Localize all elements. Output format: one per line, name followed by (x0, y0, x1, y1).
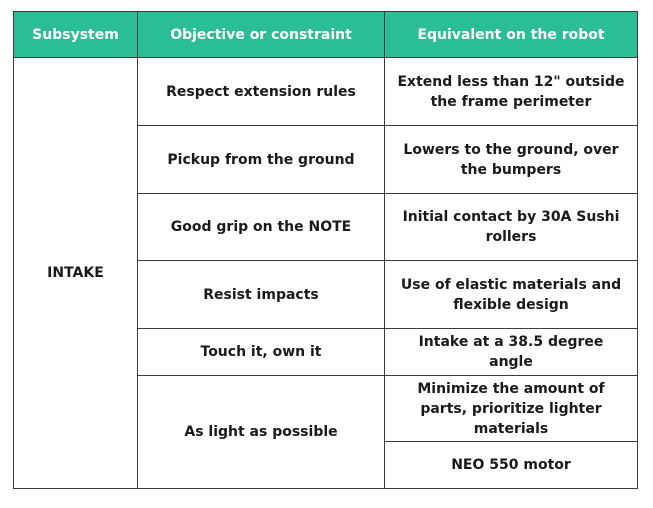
equivalent-cell: Intake at a 38.5 degree angle (385, 329, 638, 376)
equivalent-cell: Extend less than 12" outside the frame perimeter (385, 58, 638, 126)
objective-cell: Good grip on the NOTE (138, 194, 385, 261)
objective-cell: Touch it, own it (138, 329, 385, 376)
objective-cell: Respect extension rules (138, 58, 385, 126)
objective-cell: Pickup from the ground (138, 126, 385, 194)
table-header-row (14, 12, 638, 58)
header-subsystem: Subsystem (14, 12, 138, 58)
equivalent-cell: Minimize the amount of parts, prioritize lighter materials (385, 376, 638, 442)
objective-cell: Resist impacts (138, 261, 385, 329)
objective-cell: As light as possible (138, 376, 385, 489)
equivalent-cell: Initial contact by 30A Sushi rollers (385, 194, 638, 261)
table-row (14, 58, 638, 126)
requirements-table (13, 11, 638, 489)
subsystem-cell: INTAKE (14, 58, 138, 489)
header-objective: Objective or constraint (138, 12, 385, 58)
equivalent-cell: Use of elastic materials and flexible design (385, 261, 638, 329)
header-equivalent: Equivalent on the robot (385, 12, 638, 58)
equivalent-cell: NEO 550 motor (385, 442, 638, 489)
equivalent-cell: Lowers to the ground, over the bumpers (385, 126, 638, 194)
